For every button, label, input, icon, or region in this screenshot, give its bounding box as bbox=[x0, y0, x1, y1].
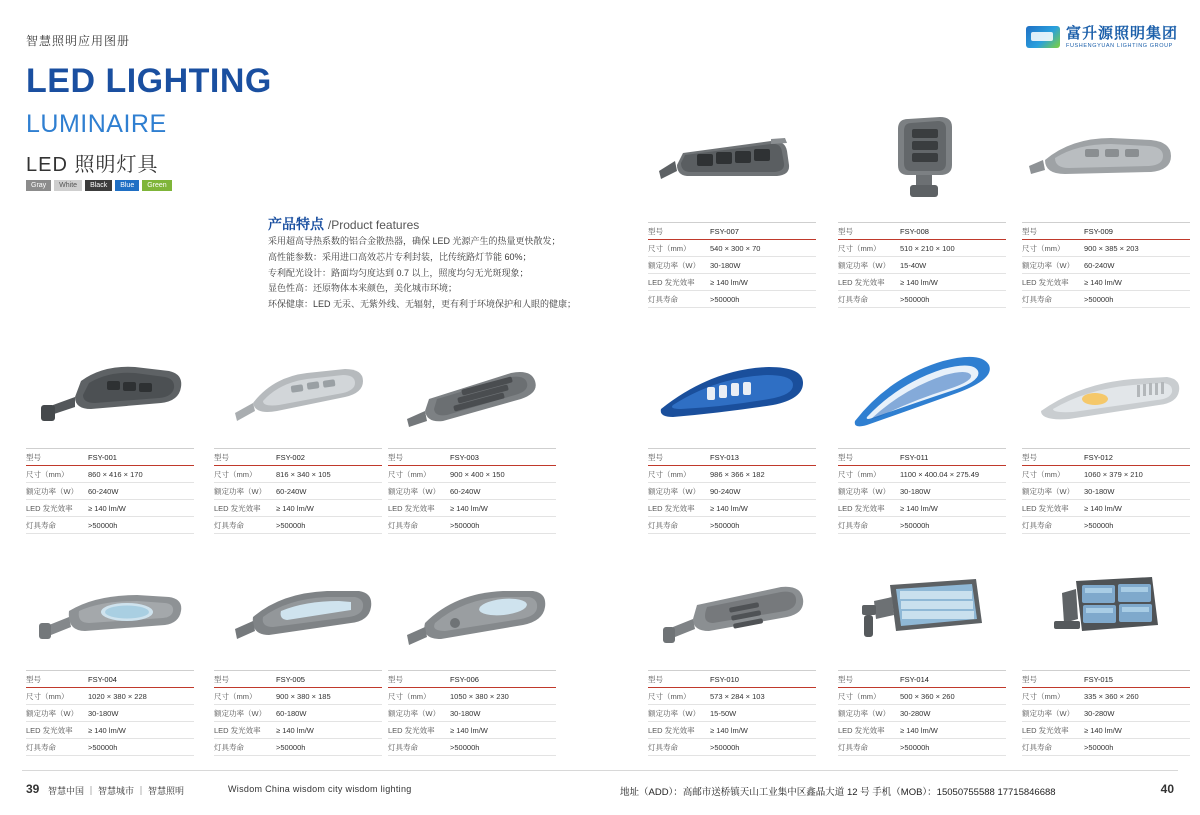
spec-value-model: FSY-011 bbox=[900, 452, 929, 462]
product-image-fsy-003 bbox=[388, 340, 558, 440]
spec-value-model: FSY-015 bbox=[1084, 674, 1113, 684]
footer-contact: 地址（ADD）：高邮市送桥镇天山工业集中区鑫晶大道 12 号 手机（MOB）：15050755588 17715846688 bbox=[620, 787, 1056, 798]
product-image-fsy-013 bbox=[648, 348, 818, 438]
spec-row-efficacy bbox=[838, 500, 1006, 517]
spec-label-life: 灯具寿命 bbox=[838, 520, 868, 530]
spec-value-size: 900 × 380 × 185 bbox=[276, 691, 331, 701]
spec-value-life: >50000h bbox=[900, 520, 930, 530]
spec-value-efficacy: ≥ 140 lm/W bbox=[900, 277, 938, 287]
spec-row-size bbox=[26, 466, 194, 483]
spec-label-life: 灯具寿命 bbox=[648, 294, 678, 304]
spec-table-fsy-010 bbox=[648, 670, 816, 756]
spec-label-size: 尺寸（mm） bbox=[648, 469, 691, 479]
spec-row-size bbox=[1022, 688, 1190, 705]
spec-label-power: 额定功率（W） bbox=[1022, 486, 1075, 496]
spec-value-size: 860 × 416 × 170 bbox=[88, 469, 143, 479]
spec-label-size: 尺寸（mm） bbox=[388, 469, 431, 479]
spec-label-life: 灯具寿命 bbox=[838, 294, 868, 304]
spec-label-model: 型号 bbox=[838, 452, 853, 462]
spec-value-life: >50000h bbox=[88, 520, 118, 530]
spec-row-life bbox=[1022, 517, 1190, 534]
product-image-fsy-015 bbox=[1022, 564, 1192, 664]
spec-row-efficacy bbox=[1022, 274, 1190, 291]
spec-label-efficacy: LED 发光效率 bbox=[838, 503, 885, 513]
spec-table-fsy-009 bbox=[1022, 222, 1190, 308]
spec-table-fsy-012 bbox=[1022, 448, 1190, 534]
spec-value-model: FSY-012 bbox=[1084, 452, 1113, 462]
features-heading bbox=[268, 214, 419, 234]
spec-row-model bbox=[648, 448, 816, 466]
spec-row-size bbox=[214, 466, 382, 483]
spec-row-efficacy bbox=[648, 722, 816, 739]
spec-label-power: 额定功率（W） bbox=[1022, 708, 1075, 718]
spec-label-life: 灯具寿命 bbox=[388, 742, 418, 752]
spec-value-size: 335 × 360 × 260 bbox=[1084, 691, 1139, 701]
page-title-secondary: LUMINAIRE bbox=[26, 110, 167, 138]
spec-label-model: 型号 bbox=[388, 452, 403, 462]
spec-row-power bbox=[648, 483, 816, 500]
spec-label-power: 额定功率（W） bbox=[648, 486, 701, 496]
spec-value-life: >50000h bbox=[1084, 742, 1114, 752]
spec-row-power bbox=[1022, 483, 1190, 500]
spec-label-model: 型号 bbox=[838, 674, 853, 684]
spec-row-model bbox=[1022, 222, 1190, 240]
spec-row-life bbox=[1022, 291, 1190, 308]
spec-row-efficacy bbox=[26, 500, 194, 517]
spec-value-life: >50000h bbox=[88, 742, 118, 752]
feature-line: 专利配光设计：路面均匀度达到 0.7 以上，照度均匀无光斑现象； bbox=[268, 267, 529, 278]
spec-value-power: 60-240W bbox=[450, 486, 481, 496]
spec-row-size bbox=[26, 688, 194, 705]
spec-label-power: 额定功率（W） bbox=[838, 260, 891, 270]
spec-value-size: 540 × 300 × 70 bbox=[710, 243, 761, 253]
spec-row-power bbox=[388, 483, 556, 500]
spec-row-efficacy bbox=[1022, 500, 1190, 517]
spec-label-efficacy: LED 发光效率 bbox=[838, 277, 885, 287]
spec-label-power: 额定功率（W） bbox=[838, 486, 891, 496]
spec-label-life: 灯具寿命 bbox=[1022, 742, 1052, 752]
spec-label-efficacy: LED 发光效率 bbox=[1022, 503, 1069, 513]
spec-row-power bbox=[648, 257, 816, 274]
spec-row-model bbox=[1022, 670, 1190, 688]
spec-value-model: FSY-002 bbox=[276, 452, 305, 462]
product-image-fsy-005 bbox=[214, 560, 384, 665]
product-image-fsy-001 bbox=[26, 340, 196, 440]
logo-mark-icon bbox=[1026, 26, 1060, 48]
page-title-chinese: LED 照明灯具 bbox=[26, 154, 159, 176]
spec-value-efficacy: ≥ 140 lm/W bbox=[710, 277, 748, 287]
spec-value-power: 30-180W bbox=[88, 708, 119, 718]
spec-row-power bbox=[26, 705, 194, 722]
spec-table-fsy-004 bbox=[26, 670, 194, 756]
spec-row-efficacy bbox=[388, 722, 556, 739]
spec-value-efficacy: ≥ 140 lm/W bbox=[88, 503, 126, 513]
spec-label-model: 型号 bbox=[1022, 452, 1037, 462]
feature-line: 高性能参数：采用进口高效芯片专利封装，比传统路灯节能 60%； bbox=[268, 251, 532, 262]
spec-value-model: FSY-013 bbox=[710, 452, 739, 462]
spec-value-efficacy: ≥ 140 lm/W bbox=[1084, 277, 1122, 287]
spec-label-power: 额定功率（W） bbox=[214, 708, 267, 718]
swatch-black: Black bbox=[85, 180, 112, 191]
spec-value-size: 1060 × 379 × 210 bbox=[1084, 469, 1143, 479]
spec-table-fsy-011 bbox=[838, 448, 1006, 534]
footer-tagline-en: Wisdom China wisdom city wisdom lighting bbox=[228, 784, 412, 794]
spec-label-model: 型号 bbox=[1022, 226, 1037, 236]
spec-label-efficacy: LED 发光效率 bbox=[214, 725, 261, 735]
spec-value-life: >50000h bbox=[900, 294, 930, 304]
spec-table-fsy-013 bbox=[648, 448, 816, 534]
spec-value-life: >50000h bbox=[710, 742, 740, 752]
spec-table-fsy-007 bbox=[648, 222, 816, 308]
spec-label-model: 型号 bbox=[26, 674, 41, 684]
spec-value-size: 986 × 366 × 182 bbox=[710, 469, 765, 479]
product-image-fsy-014 bbox=[838, 564, 1008, 664]
spec-value-model: FSY-007 bbox=[710, 226, 739, 236]
spec-row-life bbox=[26, 739, 194, 756]
footer-divider bbox=[22, 770, 1178, 771]
spec-row-size bbox=[1022, 240, 1190, 257]
spec-row-size bbox=[838, 688, 1006, 705]
spec-table-fsy-005 bbox=[214, 670, 382, 756]
spec-label-efficacy: LED 发光效率 bbox=[648, 725, 695, 735]
spec-value-power: 90-240W bbox=[710, 486, 741, 496]
spec-label-model: 型号 bbox=[648, 674, 663, 684]
features-heading-en: /Product features bbox=[327, 218, 420, 232]
product-image-fsy-012 bbox=[1022, 346, 1192, 441]
spec-row-life bbox=[26, 517, 194, 534]
spec-row-efficacy bbox=[388, 500, 556, 517]
spec-row-life bbox=[648, 291, 816, 308]
spec-label-size: 尺寸（mm） bbox=[388, 691, 431, 701]
spec-value-efficacy: ≥ 140 lm/W bbox=[710, 725, 748, 735]
spec-label-model: 型号 bbox=[26, 452, 41, 462]
spec-value-model: FSY-001 bbox=[88, 452, 117, 462]
spec-value-power: 30-180W bbox=[1084, 486, 1115, 496]
spec-table-fsy-015 bbox=[1022, 670, 1190, 756]
spec-label-size: 尺寸（mm） bbox=[838, 469, 881, 479]
spec-row-size bbox=[388, 688, 556, 705]
spec-value-size: 1050 × 380 × 230 bbox=[450, 691, 509, 701]
spec-label-size: 尺寸（mm） bbox=[1022, 691, 1065, 701]
product-image-fsy-010 bbox=[648, 560, 818, 665]
spec-label-efficacy: LED 发光效率 bbox=[1022, 725, 1069, 735]
spec-row-model bbox=[838, 448, 1006, 466]
spec-value-power: 30-280W bbox=[1084, 708, 1115, 718]
spec-label-size: 尺寸（mm） bbox=[214, 469, 257, 479]
spec-row-model bbox=[388, 448, 556, 466]
spec-value-power: 15-40W bbox=[900, 260, 927, 270]
spec-value-efficacy: ≥ 140 lm/W bbox=[276, 725, 314, 735]
spec-row-size bbox=[648, 240, 816, 257]
product-image-fsy-007 bbox=[648, 108, 818, 208]
spec-label-size: 尺寸（mm） bbox=[838, 243, 881, 253]
spec-label-life: 灯具寿命 bbox=[648, 742, 678, 752]
spec-value-efficacy: ≥ 140 lm/W bbox=[710, 503, 748, 513]
spec-row-size bbox=[648, 466, 816, 483]
spec-label-life: 灯具寿命 bbox=[214, 742, 244, 752]
spec-value-power: 60-240W bbox=[88, 486, 119, 496]
spec-label-size: 尺寸（mm） bbox=[214, 691, 257, 701]
spec-row-life bbox=[838, 517, 1006, 534]
spec-row-efficacy bbox=[1022, 722, 1190, 739]
spec-label-life: 灯具寿命 bbox=[648, 520, 678, 530]
spec-value-model: FSY-004 bbox=[88, 674, 117, 684]
spec-label-power: 额定功率（W） bbox=[214, 486, 267, 496]
spec-label-life: 灯具寿命 bbox=[1022, 520, 1052, 530]
spec-value-model: FSY-005 bbox=[276, 674, 305, 684]
spec-row-efficacy bbox=[214, 500, 382, 517]
spec-row-life bbox=[648, 739, 816, 756]
product-image-fsy-004 bbox=[26, 560, 196, 665]
spec-value-efficacy: ≥ 140 lm/W bbox=[450, 503, 488, 513]
spec-value-power: 60-180W bbox=[276, 708, 307, 718]
spec-row-power bbox=[214, 705, 382, 722]
spec-label-size: 尺寸（mm） bbox=[648, 691, 691, 701]
feature-line: 显色性高：还原物体本来颜色，美化城市环境； bbox=[268, 283, 458, 294]
spec-row-life bbox=[388, 517, 556, 534]
spec-label-efficacy: LED 发光效率 bbox=[388, 503, 435, 513]
spec-row-life bbox=[648, 517, 816, 534]
spec-row-model bbox=[26, 670, 194, 688]
spec-value-size: 900 × 385 × 203 bbox=[1084, 243, 1139, 253]
spec-value-model: FSY-006 bbox=[450, 674, 479, 684]
spec-value-life: >50000h bbox=[900, 742, 930, 752]
logo-name-cn: 富升源照明集团 bbox=[1065, 25, 1178, 42]
spec-row-power bbox=[648, 705, 816, 722]
spec-label-power: 额定功率（W） bbox=[1022, 260, 1075, 270]
spec-row-efficacy bbox=[648, 274, 816, 291]
spec-table-fsy-001 bbox=[26, 448, 194, 534]
spec-row-power bbox=[214, 483, 382, 500]
color-swatches bbox=[26, 180, 172, 191]
spec-label-power: 额定功率（W） bbox=[388, 486, 441, 496]
spec-value-efficacy: ≥ 140 lm/W bbox=[1084, 503, 1122, 513]
spec-value-life: >50000h bbox=[450, 742, 480, 752]
footer-tagline-cn: 智慧中国 ｜ 智慧城市 ｜ 智慧照明 bbox=[48, 786, 185, 796]
spec-value-power: 30-180W bbox=[710, 260, 741, 270]
spec-label-power: 额定功率（W） bbox=[648, 260, 701, 270]
spec-table-fsy-008 bbox=[838, 222, 1006, 308]
spec-value-power: 30-280W bbox=[900, 708, 931, 718]
swatch-gray: Gray bbox=[26, 180, 51, 191]
spec-label-model: 型号 bbox=[214, 674, 229, 684]
spec-value-life: >50000h bbox=[276, 742, 306, 752]
spec-label-power: 额定功率（W） bbox=[26, 486, 79, 496]
spec-table-fsy-014 bbox=[838, 670, 1006, 756]
spec-value-life: >50000h bbox=[1084, 520, 1114, 530]
spec-label-power: 额定功率（W） bbox=[26, 708, 79, 718]
spec-label-life: 灯具寿命 bbox=[214, 520, 244, 530]
spec-value-power: 15-50W bbox=[710, 708, 737, 718]
spec-label-efficacy: LED 发光效率 bbox=[648, 503, 695, 513]
swatch-green: Green bbox=[142, 180, 171, 191]
spec-label-size: 尺寸（mm） bbox=[26, 691, 69, 701]
spec-label-efficacy: LED 发光效率 bbox=[214, 503, 261, 513]
spec-row-model bbox=[838, 222, 1006, 240]
product-image-fsy-009 bbox=[1022, 108, 1192, 208]
spec-label-size: 尺寸（mm） bbox=[26, 469, 69, 479]
spec-row-power bbox=[838, 257, 1006, 274]
swatch-blue: Blue bbox=[115, 180, 139, 191]
spec-label-efficacy: LED 发光效率 bbox=[26, 725, 73, 735]
spec-row-model bbox=[1022, 448, 1190, 466]
spec-label-power: 额定功率（W） bbox=[838, 708, 891, 718]
spec-label-efficacy: LED 发光效率 bbox=[838, 725, 885, 735]
spec-label-life: 灯具寿命 bbox=[26, 520, 56, 530]
page-title-primary: LED LIGHTING bbox=[26, 62, 272, 100]
spec-row-size bbox=[388, 466, 556, 483]
spec-label-power: 额定功率（W） bbox=[648, 708, 701, 718]
spec-value-life: >50000h bbox=[450, 520, 480, 530]
product-image-fsy-006 bbox=[388, 560, 558, 665]
spec-label-efficacy: LED 发光效率 bbox=[1022, 277, 1069, 287]
spec-table-fsy-006 bbox=[388, 670, 556, 756]
spec-value-power: 60-240W bbox=[1084, 260, 1115, 270]
spec-table-fsy-003 bbox=[388, 448, 556, 534]
spec-value-life: >50000h bbox=[1084, 294, 1114, 304]
spec-row-size bbox=[648, 688, 816, 705]
features-list bbox=[268, 234, 598, 313]
spec-row-power bbox=[1022, 257, 1190, 274]
page-number-right: 40 bbox=[1160, 782, 1174, 796]
spec-row-power bbox=[838, 705, 1006, 722]
spec-row-life bbox=[838, 739, 1006, 756]
product-image-fsy-008 bbox=[838, 104, 1008, 209]
spec-label-model: 型号 bbox=[838, 226, 853, 236]
page-number-left: 39 bbox=[26, 782, 40, 796]
spec-row-size bbox=[1022, 466, 1190, 483]
spec-row-life bbox=[388, 739, 556, 756]
spec-table-fsy-002 bbox=[214, 448, 382, 534]
spec-value-life: >50000h bbox=[710, 294, 740, 304]
spec-label-life: 灯具寿命 bbox=[388, 520, 418, 530]
feature-line: 环保健康：LED 无汞、无紫外线、无辐射，更有利于环境保护和人眼的健康； bbox=[268, 299, 577, 309]
spec-row-efficacy bbox=[648, 500, 816, 517]
spec-value-size: 900 × 400 × 150 bbox=[450, 469, 505, 479]
feature-line: 采用超高导热系数的铝合金散热器，确保 LED 光源产生的热量更快散发； bbox=[268, 236, 561, 246]
spec-value-power: 60-240W bbox=[276, 486, 307, 496]
spec-row-model bbox=[648, 222, 816, 240]
spec-label-life: 灯具寿命 bbox=[1022, 294, 1052, 304]
spec-label-life: 灯具寿命 bbox=[26, 742, 56, 752]
spec-label-size: 尺寸（mm） bbox=[648, 243, 691, 253]
spec-value-model: FSY-008 bbox=[900, 226, 929, 236]
spec-row-size bbox=[838, 466, 1006, 483]
spec-value-power: 30-180W bbox=[450, 708, 481, 718]
spec-row-efficacy bbox=[838, 722, 1006, 739]
spec-value-size: 500 × 360 × 260 bbox=[900, 691, 955, 701]
spec-value-life: >50000h bbox=[710, 520, 740, 530]
spec-label-size: 尺寸（mm） bbox=[1022, 243, 1065, 253]
spec-value-size: 1100 × 400.04 × 275.49 bbox=[900, 469, 980, 479]
spec-value-efficacy: ≥ 140 lm/W bbox=[450, 725, 488, 735]
spec-value-model: FSY-009 bbox=[1084, 226, 1113, 236]
spec-label-model: 型号 bbox=[388, 674, 403, 684]
spec-label-efficacy: LED 发光效率 bbox=[648, 277, 695, 287]
spec-row-life bbox=[214, 517, 382, 534]
spec-row-model bbox=[838, 670, 1006, 688]
spec-row-power bbox=[26, 483, 194, 500]
spec-label-size: 尺寸（mm） bbox=[1022, 469, 1065, 479]
spec-row-life bbox=[214, 739, 382, 756]
spec-label-efficacy: LED 发光效率 bbox=[388, 725, 435, 735]
spec-value-model: FSY-014 bbox=[900, 674, 929, 684]
product-image-fsy-011 bbox=[838, 344, 1008, 439]
spec-value-efficacy: ≥ 140 lm/W bbox=[1084, 725, 1122, 735]
spec-value-life: >50000h bbox=[276, 520, 306, 530]
spec-label-model: 型号 bbox=[1022, 674, 1037, 684]
spec-value-efficacy: ≥ 140 lm/W bbox=[88, 725, 126, 735]
spec-value-size: 1020 × 380 × 228 bbox=[88, 691, 147, 701]
spec-row-model bbox=[214, 670, 382, 688]
spec-row-efficacy bbox=[838, 274, 1006, 291]
spec-row-efficacy bbox=[26, 722, 194, 739]
spec-label-model: 型号 bbox=[648, 226, 663, 236]
spec-label-power: 额定功率（W） bbox=[388, 708, 441, 718]
spec-label-efficacy: LED 发光效率 bbox=[26, 503, 73, 513]
product-image-fsy-002 bbox=[214, 344, 384, 439]
spec-row-power bbox=[388, 705, 556, 722]
spec-row-power bbox=[838, 483, 1006, 500]
swatch-white: White bbox=[54, 180, 82, 191]
brand-logo bbox=[1026, 26, 1178, 49]
spec-row-size bbox=[838, 240, 1006, 257]
spec-label-life: 灯具寿命 bbox=[838, 742, 868, 752]
spec-row-size bbox=[214, 688, 382, 705]
spec-value-size: 510 × 210 × 100 bbox=[900, 243, 955, 253]
spec-row-model bbox=[214, 448, 382, 466]
spec-value-efficacy: ≥ 140 lm/W bbox=[276, 503, 314, 513]
spec-row-life bbox=[838, 291, 1006, 308]
spec-row-model bbox=[388, 670, 556, 688]
spec-row-power bbox=[1022, 705, 1190, 722]
spec-value-efficacy: ≥ 140 lm/W bbox=[900, 725, 938, 735]
spec-value-power: 30-180W bbox=[900, 486, 931, 496]
spec-value-model: FSY-010 bbox=[710, 674, 739, 684]
spec-value-model: FSY-003 bbox=[450, 452, 479, 462]
spec-label-model: 型号 bbox=[214, 452, 229, 462]
spec-value-efficacy: ≥ 140 lm/W bbox=[900, 503, 938, 513]
spec-label-size: 尺寸（mm） bbox=[838, 691, 881, 701]
spec-row-model bbox=[26, 448, 194, 466]
spec-value-size: 816 × 340 × 105 bbox=[276, 469, 331, 479]
spec-row-model bbox=[648, 670, 816, 688]
spec-row-efficacy bbox=[214, 722, 382, 739]
logo-name-en: FUSHENGYUAN LIGHTING GROUP bbox=[1065, 42, 1173, 49]
page-header-label: 智慧照明应用图册 bbox=[26, 34, 131, 48]
spec-value-size: 573 × 284 × 103 bbox=[710, 691, 765, 701]
spec-row-life bbox=[1022, 739, 1190, 756]
features-heading-cn: 产品特点 bbox=[268, 216, 324, 232]
spec-label-model: 型号 bbox=[648, 452, 663, 462]
